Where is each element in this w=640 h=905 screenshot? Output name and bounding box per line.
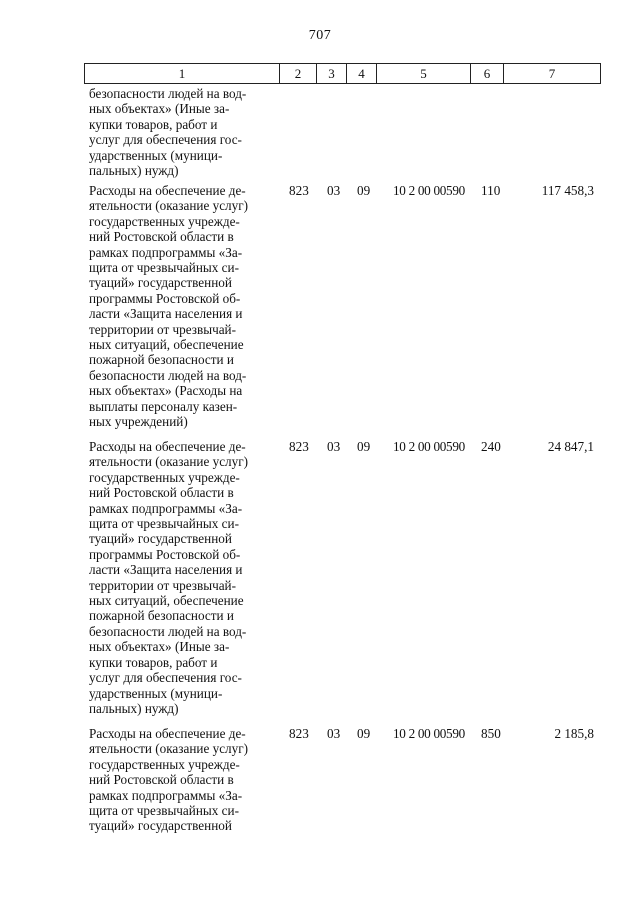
table-cell-target-article: 10 2 00 00590 — [393, 183, 465, 198]
column-header-5: 5 — [377, 64, 471, 83]
table-row-description: Расходы на обеспечение де- ятельности (оказание услуг) государственных учрежде- ний Ростовской области в рамках подпрограммы «За- щита от чрезвычайных си- туаций» государственной программы Ростовской об- ласти «Защита населения и территории от чрезвычай- ных ситуаций, обеспечение пожарной безопасности и безопасности людей на вод- ных объектах» (Расходы на выплаты персоналу казен- ных учреждений) — [89, 183, 249, 430]
table-cell-subsection: 09 — [357, 183, 371, 198]
table-row-description: безопасности людей на вод- ных объектах» (Иные за- купки товаров, работ и услуг для обеспечения гос- ударственных (муници- пальных) нужд) — [89, 86, 247, 179]
table-row-description: Расходы на обеспечение де- ятельности (оказание услуг) государственных учрежде- ний Ростовской области в рамках подпрограммы «За- щита от чрезвычайных си- туаций» государственной программы Ростовской об- ласти «Защита населения и территории от чрезвычай- ных ситуаций, обеспечение пожарной безопасности и безопасности людей на вод- ных объектах» (Иные за- купки товаров, работ и услуг для обеспечения гос- ударственных (муници- пальных) нужд) — [89, 439, 249, 716]
table-cell-expense-type: 110 — [481, 183, 501, 198]
table-cell-subsection: 09 — [357, 439, 371, 454]
table-cell-amount: 2 185,8 — [554, 726, 594, 741]
column-header-1: 1 — [85, 64, 280, 83]
column-header-4: 4 — [347, 64, 377, 83]
table-cell-subsection: 09 — [357, 726, 371, 741]
table-cell-target-article: 10 2 00 00590 — [393, 726, 465, 741]
column-header-6: 6 — [471, 64, 504, 83]
table-cell-expense-type: 850 — [481, 726, 501, 741]
table-cell-target-article: 10 2 00 00590 — [393, 439, 465, 454]
table-cell-ministry-code: 823 — [289, 439, 309, 454]
column-header-7: 7 — [548, 65, 556, 81]
column-header-3: 3 — [317, 64, 347, 83]
table-cell-amount: 24 847,1 — [547, 439, 594, 454]
column-header-2: 2 — [280, 64, 317, 83]
table-cell-section: 03 — [327, 183, 341, 198]
table-row-description: Расходы на обеспечение де- ятельности (оказание услуг) государственных учрежде- ний Ростовской области в рамках подпрограммы «За- щита от чрезвычайных си- туаций» государственной — [89, 726, 249, 834]
table-cell-section: 03 — [327, 439, 341, 454]
table-cell-ministry-code: 823 — [289, 183, 309, 198]
table-cell-amount: 117 458,3 — [541, 183, 594, 198]
table-cell-ministry-code: 823 — [289, 726, 309, 741]
table-cell-section: 03 — [327, 726, 341, 741]
page-number: 707 — [308, 28, 332, 43]
table-cell-expense-type: 240 — [481, 439, 501, 454]
table-header — [84, 63, 601, 84]
